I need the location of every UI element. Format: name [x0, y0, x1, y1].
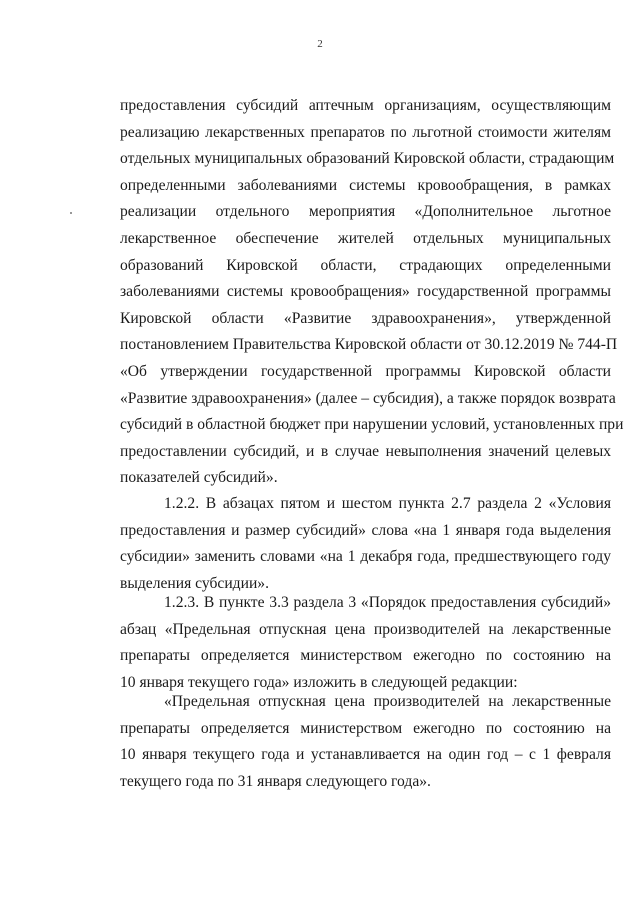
text-line: текущего года по 31 января следующего года». — [120, 772, 431, 790]
text-line: определенными заболеваниями системы кровообращения, в рамках — [120, 176, 611, 194]
text-line: Кировской области «Развитие здравоохранения», утвержденной — [120, 309, 611, 327]
text-line: постановлением Правительства Кировской области от 30.12.2019 № 744-П — [120, 336, 618, 354]
paragraph-1-2-3 — [120, 590, 611, 696]
text-line: 1.2.2. В абзацах пятом и шестом пункта 2.7 раздела 2 «Условия — [164, 495, 611, 512]
paragraph-1-2-2 — [120, 491, 611, 597]
text-line: выделения субсидии». — [120, 574, 269, 592]
text-line: 10 января текущего года и устанавливается на один год – с 1 февраля — [120, 746, 611, 764]
scan-speck — [70, 212, 72, 214]
paragraph-continuation — [120, 93, 624, 492]
text-line: препараты определяется министерством ежегодно по состоянию на — [120, 719, 611, 737]
text-line: «Об утверждении государственной программы Кировской области — [120, 362, 611, 380]
text-line: заболеваниями системы кровообращения» государственной программы — [120, 283, 611, 301]
page-number: 2 — [317, 38, 323, 50]
text-line: абзац «Предельная отпускная цена производителей на лекарственные — [120, 620, 611, 638]
text-line: 10 января текущего года» изложить в следующей редакции: — [120, 673, 518, 691]
text-line: показателей субсидий». — [120, 469, 278, 487]
text-line: предоставления субсидий аптечным организациям, осуществляющим — [120, 97, 611, 114]
text-line: препараты определяется министерством ежегодно по состоянию на — [120, 647, 611, 665]
text-line: предоставления и размер субсидий» слова «на 1 января года выделения — [120, 521, 611, 539]
text-line: субсидии» заменить словами «на 1 декабря года, предшествующего году — [120, 548, 611, 566]
text-line: субсидий в областной бюджет при нарушении условий, установленных при — [120, 416, 624, 434]
paragraph-quote — [120, 689, 611, 795]
text-line: 1.2.3. В пункте 3.3 раздела 3 «Порядок предоставления субсидий» — [164, 594, 611, 611]
text-line: реализации отдельного мероприятия «Дополнительное льготное — [120, 203, 611, 221]
text-line: реализацию лекарственных препаратов по льготной стоимости жителям — [120, 123, 611, 141]
text-line: «Предельная отпускная цена производителей на лекарственные — [164, 693, 611, 710]
text-line: образований Кировской области, страдающих определенными — [120, 256, 611, 274]
text-line: лекарственное обеспечение жителей отдельных муниципальных — [120, 229, 611, 247]
text-line: «Развитие здравоохранения» (далее – субсидия), а также порядок возврата — [120, 389, 616, 407]
text-line: предоставлении субсидий, и в случае невыполнения значений целевых — [120, 442, 611, 460]
text-line: отдельных муниципальных образований Кировской области, страдающим — [120, 150, 615, 168]
